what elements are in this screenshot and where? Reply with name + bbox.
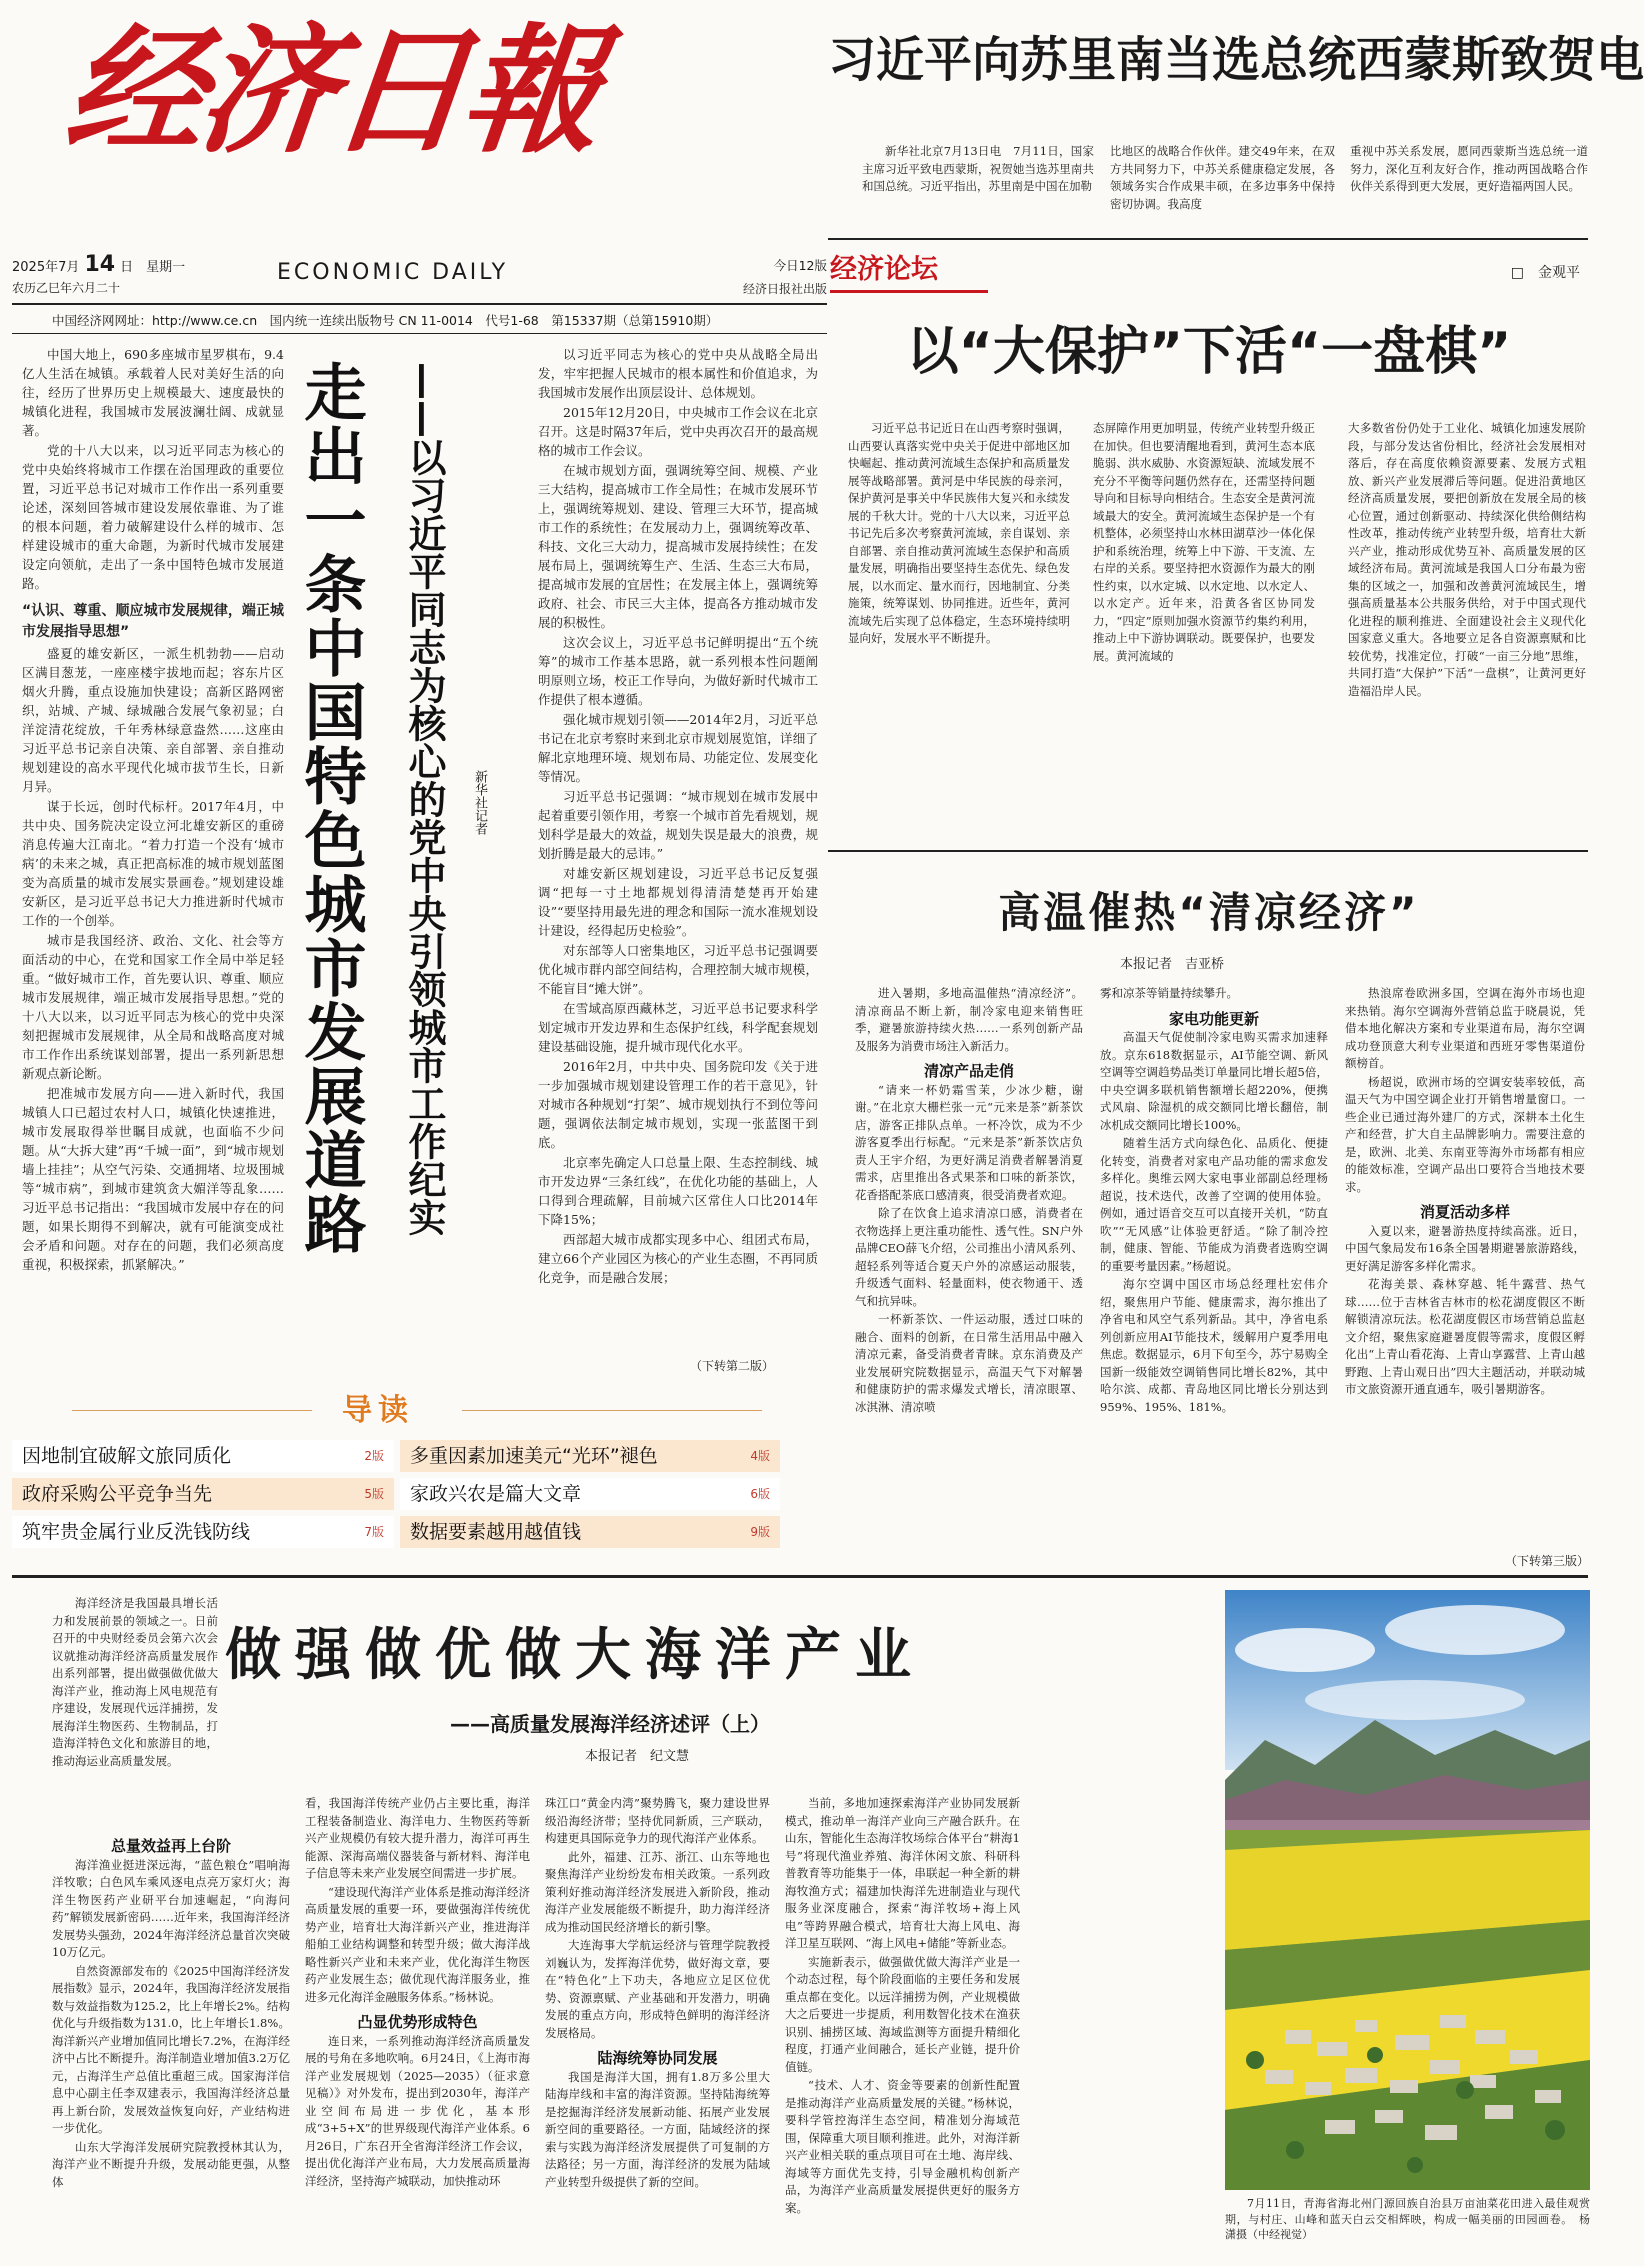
guide-box (12, 1390, 827, 1560)
masthead-rule (12, 303, 827, 305)
guide-item[interactable]: 筑牢贵金属行业反洗钱防线 7版 (12, 1516, 394, 1548)
ocean-lead-col: 海洋经济是我国最具增长活力和发展前景的领域之一。日前召开的中央财经委员会第六次会议就推动海洋经济高质量发展作出系列部署，提出做强做优做大海洋产业，推动海上风电规范有序建设，发展现代远洋捕捞，发展海洋生物医药、生物制品，打造海洋特色文化和旅游目的地，推动海运业高质量发展。 (52, 1596, 218, 1768)
photo-rapeseed-field (1225, 1590, 1590, 2190)
cool-col-2: 雾和凉茶等销量持续攀升。 家电功能更新 高温天气促使制冷家电购买需求加速释放。京东618数据显示，AI节能空调、新风空调等空调趋势品类订单量同比增长超5倍，中央空调多联机销售额增长超220%，便携式风扇、除湿机的成交额同比增长翻倍，制冰机成交额同比增长100%。 随着生活方式向绿色化、品质化、便捷化转变，消费者对家电产品功能的需求愈发多样化。奥维云网大家电事业部副总经理杨超说，技术迭代，改善了空调的使用体验。例如，通过语音交互可以直接开关机，“防直吹”“无风感”让体验更舒适。“除了制冷控制，健康、智能、节能成为消费者选购空调的重要考量因素。”杨超说。 海尔空调中国区市场总经理杜宏伟介绍，聚焦用户节能、健康需求，海尔推出了净省电和风空气系列新品。其中，净省电系列创新应用AI节能技术，缓解用户夏季用电焦虑。数据显示，6月下旬至今，苏宁易购全国新一级能效空调销售同比增长82%，其中哈尔滨、成都、青岛地区同比增长分别达到959%、195%、181%。 (1100, 986, 1328, 1414)
forum-headline: 以“大保护”下活“一盘棋” (906, 322, 1512, 382)
lead-title: 走出一条中国特色城市发展道路 (294, 360, 367, 1256)
lead-byline: 新华社记者 (472, 770, 487, 835)
date-weekday: 日 星期一 (120, 260, 186, 275)
publisher: 经济日报社出版 (742, 282, 827, 296)
guide-item[interactable]: 多重因素加速美元“光环”褪色 4版 (400, 1440, 780, 1472)
info-line: 中国经济网网址：http://www.ce.cn 国内统一连续出版物号 CN 11-0014 代号1-68 第15337期（总第15910期） (52, 313, 719, 328)
lead-col-1: 中国大地上，690多座城市星罗棋布，9.4亿人生活在城镇。承载着人民对美好生活的向往，经历了世界历史上规模最大、速度最快的城镇化进程，我国城市发展波澜壮阔、成就显著。 党的十八大以来，以习近平同志为核心的党中央始终将城市工作摆在治国理政的重要位置，习近平总书记对城市工作作出一系列重要论述，深刻回答城市建设发展依靠谁、为了谁的根本问题，着力破解建设什么样的城市、怎样建设城市的重大命题，为新时代城市发展建设定向领航，走出了一条中国特色城市发展道路。 “认识、尊重、顺应城市发展规律，端正城市发展指导思想” 盛夏的雄安新区，一派生机勃勃——启动区满目葱茏，一座座楼宇拔地而起；容东片区烟火升腾，重点设施加快建设；高新区路网密织，站城、产城、绿城融合发展气象初显；白洋淀清花绽放，千年秀林绿意盎然……这座由习近平总书记亲自决策、亲自部署、亲自推动规划建设的高水平现代化城市拔节生长，日新月异。 谋于长远，创时代标杆。2017年4月，中共中央、国务院决定设立河北雄安新区的重磅消息传遍大江南北。“着力打造一个没有‘城市病’的未来之城，真正把高标准的城市规划蓝图变为高质量的城市发展实景画卷。”规划建设雄安新区，是习近平总书记大力推进新时代城市工作的一个创举。 城市是我国经济、政治、文化、社会等方面活动的中心，在党和国家工作全局中举足轻重。“做好城市工作，首先要认识、尊重、顺应城市发展规律，端正城市发展指导思想。”党的十八大以来，以习近平同志为核心的党中央深刻把握城市发展规律，从全局和战略高度对城市工作作出系统谋划部署，提出一系列新思想新观点新论断。 把准城市发展方向——进入新时代，我国城镇人口已超过农村人口，城镇化快速推进，城市发展取得举世瞩目成就，也面临不少问题。从“大拆大建”再“千城一面”，到“城市规划墙上挂挂”；从空气污染、交通拥堵、垃圾围城等“城市病”，到城市建筑贪大媚洋等乱象……习近平总书记指出：“我国城市发展中存在的问题，如果长期得不到解决，就有可能演变成社会矛盾和问题。对存在的问题，我们必须高度重视，积极探索，抓紧解决。” (22, 347, 284, 1272)
guide-title-line-right (462, 1410, 762, 1411)
cool-col-1: 进入暑期，多地高温催热“清凉经济”。清凉商品不断上新，制冷家电迎来销售旺季，避暑旅游持续火热……一系列创新产品及服务为消费市场注入新活力。 清凉产品走俏 “请来一杯奶霜雪茉，少冰少糖，谢谢。”在北京大栅栏张一元“元来是茶”新茶饮店，游客正排队点单。一杯冷饮，成为不少游客夏季出行标配。“元来是茶”新茶饮店负责人王宇介绍，为更好满足消费者解暑消夏需求，店里推出各式果茶和口味的新茶饮，花香搭配茶底口感清爽，很受消费者欢迎。 除了在饮食上追求清凉口感，消费者在衣物选择上更注重功能性、透气性。SN户外品牌CEO薛飞介绍，公司推出小清风系列、超轻系列等适合夏天户外的凉感运动服装，升级透气面料、轻量面料，使衣物通干、透气和抗异味。 一杯新茶饮、一件运动服，透过口味的融合、面料的创新，在日常生活用品中融入清凉元素，备受消费者青睐。京东消费及产业发展研究院数据显示，高温天气下对解暑和健康防护的需求爆发式增长，清凉眼罩、冰淇淋、清凉喷 (855, 986, 1083, 1414)
guide-item[interactable]: 数据要素越用越值钱 9版 (400, 1516, 780, 1548)
lead-col-2: 以习近平同志为核心的党中央从战略全局出发，牢牢把握人民城市的根本属性和价值追求，为我国城市发展作出顶层设计、总体规划。 2015年12月20日，中央城市工作会议在北京召开。这是时隔37年后，党中央再次召开的最高规格的城市工作会议。 在城市规划方面，强调统筹空间、规模、产业三大结构，提高城市工作全局性；在城市发展环节上，强调统筹规划、建设、管理三大环节，提高城市工作的系统性；在发展动力上，强调统筹改革、科技、文化三大动力，提高城市发展持续性；在发展布局上，强调统筹生产、生活、生态三大布局，提高城市发展的宜居性；在发展主体上，强调统筹政府、社会、市民三大主体，提高各方推动城市发展的积极性。 这次会议上，习近平总书记鲜明提出“五个统筹”的城市工作基本思路，就一系列根本性问题阐明原则立场，校正工作导向，为做好新时代城市工作提供了根本遵循。 强化城市规划引领——2014年2月，习近平总书记在北京考察时来到北京市规划展览馆，详细了解北京地理环境、规划布局、功能定位、发展变化等情况。 习近平总书记强调：“城市规划在城市发展中起着重要引领作用，考察一个城市首先看规划，规划科学是最大的效益，规划失误是最大的浪费，规划折腾是最大的忌讳。” 对雄安新区规划建设，习近平总书记反复强调“把每一寸土地都规划得清清楚楚再开始建设”“要坚持用最先进的理念和国际一流水准规划设计建设，经得起历史检验”。 对东部等人口密集地区，习近平总书记强调要优化城市群内部空间结构，合理控制大城市规模，不能盲目“摊大饼”。 在雪域高原西藏林芝，习近平总书记要求科学划定城市开发边界和生态保护红线，科学配套规划建设基础设施，提升城市现代化水平。 2016年2月，中共中央、国务院印发《关于进一步加强城市规划建设管理工作的若干意见》，针对城市各种规划“打架”、城市规划执行不到位等问题，强调依法制定城市规划，实现一张蓝图干到底。 北京率先确定人口总量上限、生态控制线、城市开发边界“三条红线”，在优化功能的基础上，人口得到合理疏解，目前城六区常住人口比2014年下降15%； 西部超大城市成都实现多中心、组团式布局，建立66个产业园区为核心的产业生态圈，不再同质化竞争，而是融合发展； (538, 347, 818, 1285)
date-block (12, 252, 242, 296)
forum-col-2: 态屏障作用更加明显，传统产业转型升级正在加快。但也要清醒地看到，黄河生态本底脆弱、洪水威胁、水资源短缺、流域发展不充分不平衡等问题仍然存在，还需坚持问题导向和目标导向相结合。生态安全是黄河流域最大的安全。黄河流域生态保护是一个有机整体，必须坚持山水林田湖草沙一体化保护和系统治理，统筹上中下游、干支流、左右岸的关系。要坚持把水资源作为最大的刚性约束，以水定城、以水定地、以水定人、以水定产。近年来，沿黄各省区协同发力，“四定”原则加强水资源节约集约利用，推动上中下游协调联动。既要保护，也要发展。黄河流域的 (1093, 421, 1315, 663)
lead-subhead: “认识、尊重、顺应城市发展规律，端正城市发展指导思想” (22, 603, 284, 640)
top-story-col-3: 重视中苏关系发展，愿同西蒙斯当选总统一道努力，深化互利友好合作，推动两国战略合作伙伴关系得到更大发展，更好造福两国人民。 (1350, 144, 1588, 193)
english-name: ECONOMIC DAILY (277, 260, 509, 285)
section-divider (12, 1575, 1588, 1578)
date-day: 14 (84, 252, 116, 277)
masthead (12, 8, 827, 303)
lead-continued: （下转第二版） (690, 1359, 775, 1373)
forum-label: 经济论坛 (830, 254, 938, 285)
forum-label-underline (830, 290, 988, 293)
ocean-subtitle: ——高质量发展海洋经济述评（上） (450, 1712, 770, 1736)
ocean-byline: 本报记者 纪文慧 (585, 1749, 690, 1764)
logo: 经济日報 (58, 9, 604, 172)
page-count: 今日12版 (773, 258, 827, 273)
guide-title-line-left (72, 1410, 312, 1411)
ocean-col-2: 看，我国海洋传统产业仍占主要比重，海洋工程装备制造业、海洋电力、生物医药等新兴产业规模仍有较大提升潜力，海洋可再生能源、深海高端仪器装备与新材料、海洋电子信息等未来产业发展空间需进一步扩展。 “建设现代海洋产业体系是推动海洋经济高质量发展的重要一环，要做强海洋传统优势产业，培育壮大海洋新兴产业，推进海洋船舶工业结构调整和转型升级；做大海洋战略性新兴产业和未来产业，优化海洋生物医药产业发展生态；做优现代海洋服务业，推进多元化海洋金融服务体系。”杨林说。 凸显优势形成特色 连日来，一系列推动海洋经济高质量发展的号角在多地吹响。6月24日，《上海市海洋产业发展规划（2025—2035）（征求意见稿）》对外发布，提出到2030年，海洋产业空间布局进一步优化，基本形成“3+5+X”的世界级现代海洋产业体系。6月26日，广东召开全省海洋经济工作会议，提出优化海洋产业布局，大力发展高质量海洋经济，坚持海产城联动，加快推动环 (305, 1796, 530, 2188)
guide-title: 导读 (342, 1393, 414, 1428)
ocean-col-3: 珠江口“黄金内湾”聚势腾飞，聚力建设世界级沿海经济带；坚持优同新质，三产联动，构建更具国际竞争力的现代海洋产业体系。 此外，福建、江苏、浙江、山东等地也聚焦海洋产业纷纷发布相关政策。一系列政策利好推动海洋经济发展进入新阶段，推动海洋产业发展能级不断提升，助力海洋经济成为推动国民经济增长的新引擎。 大连海事大学航运经济与管理学院教授刘巍认为，发挥海洋优势，做好海文章，要在“特色化”上下功夫，各地应立足区位优势、资源禀赋、产业基础和开发潜力，明确发展的重点方向，形成特色鲜明的海洋经济发展格局。 陆海统筹协同发展 我国是海洋大国，拥有1.8万多公里大陆海岸线和丰富的海洋资源。坚持陆海统筹是挖掘海洋经济发展新动能、拓展产业发展新空间的重要路径。一方面，陆域经济的探索与实践为海洋经济发展提供了可复制的方法路径；另一方面，海洋经济的发展为陆域产业转型升级提供了新的空间。 (545, 1796, 770, 2189)
guide-item[interactable]: 因地制宜破解文旅同质化 2版 (12, 1440, 394, 1472)
top-story-col-2: 比地区的战略合作伙伴。建交49年来，在双方共同努力下，中苏关系健康稳定发展，各领域务实合作成果丰硕，在多边事务中保持密切协调。我高度 (1110, 144, 1335, 211)
ocean-col-1: 总量效益再上台阶 海洋渔业挺进深远海，“蓝色粮仓”唱响海洋牧歌；白色风车乘风逐电点亮万家灯火；海洋生物医药产业研平台加速崛起，“向海问药”解锁发展新密码……近年来，我国海洋经济发展势头强劲，2024年海洋经济总量首次突破10万亿元。 自然资源部发布的《2025中国海洋经济发展指数》显示，2024年，我国海洋经济发展指数与效益指数为125.2，比上年增长2%。结构优化与升级指数为131.0，比上年增长1.8%。海洋新兴产业增加值同比增长7.2%，在海洋经济中占比不断提升。海洋制造业增加值3.2万亿元，占海洋生产总值比重超三成。国家海洋信息中心副主任李双建表示，我国海洋经济总量再上新台阶，发展效益恢复向好，产业结构进一步优化。 山东大学海洋发展研究院教授林其认为，海洋产业不断提升升级，发展动能更强，从整体 (52, 1837, 290, 2189)
lead-subtitle: ——以习近平同志为核心的党中央引领城市工作纪实 (402, 362, 446, 1236)
top-story-rule (828, 238, 1588, 240)
forum-col-3: 大多数省份仍处于工业化、城镇化加速发展阶段，与部分发达省份相比，经济社会发展相对落后，存在高度依赖资源要素、发展方式粗放、新兴产业发展滞后等问题。促进沿黄地区经济高质量发展，要把创新放在发展全局的核心位置，通过创新驱动、持续深化供给侧结构性改革，推动传统产业转型升级，培育壮大新兴产业，推动形成优势互补、高质量发展的区域经济布局。黄河流域是我国人口分布最为密集的区域之一，加强和改善黄河流域民生，增强高质量基本公共服务供给，对于中国式现代化进程的顺利推进、全面建设社会主义现代化国家意义重大。各地要立足各自资源禀赋和比较优势，找准定位，打破“一亩三分地”思维，共同打造“大保护”下活“一盘棋”，让黄河更好造福沿岸人民。 (1348, 421, 1586, 698)
top-story-col-1: 新华社北京7月13日电 7月11日，国家主席习近平致电西蒙斯，祝贺她当选苏里南共和国总统。习近平指出，苏里南是中国在加勒 (862, 144, 1094, 193)
forum-col-1: 习近平总书记近日在山西考察时强调，山西要认真落实党中央关于促进中部地区加快崛起、推动黄河流域生态保护和高质量发展等战略部署。黄河是中华民族的母亲河，保护黄河是事关中华民族伟大复兴和永续发展的千秋大计。党的十八大以来，习近平总书记先后多次考察黄河流域，亲自谋划、亲自部署、亲自推动黄河流域生态保护和高质量发展，明确指出要坚持生态优先、绿色发展，以水而定、量水而行，因地制宜、分类施策，统筹谋划、协同推进。近些年，黄河流域先后实现了总体稳定，生态环境持续明显向好，发展水平不断提升。 (848, 421, 1070, 645)
lunar-date: 农历乙巳年六月二十 (12, 281, 121, 295)
photo-caption: 7月11日，青海省海北州门源回族自治县万亩油菜花田进入最佳观赏期，与村庄、山峰和蓝天白云交相辉映，构成一幅美丽的田园画卷。 杨 潇摄（中经视觉） (1225, 2197, 1601, 2241)
edition-info (722, 256, 827, 297)
cool-byline: 本报记者 吉亚桥 (1120, 957, 1225, 972)
ocean-headline: 做强做优做大海洋产业 (225, 1623, 925, 1688)
ocean-col-4: 当前，多地加速探索海洋产业协同发展新模式，推动单一海洋产业向三产融合跃升。在山东，智能化生态海洋牧场综合体平台“耕海1号”将现代渔业养殖、海洋休闲文旅、科研科普教育等功能集于一体，串联起一种全新的耕海牧渔方式；福建加快海洋先进制造业与现代服务业深度融合，探索“海洋牧场+海上风电”等跨界融合模式，培育壮大海上风电、海洋卫星互联网、“海上风电+储能”等新业态。 实施新表示，做强做优做大海洋产业是一个动态过程，每个阶段面临的主要任务和发展重点都在变化。以远洋捕捞为例，产业规模做大之后要进一步提质，利用数智化技术在渔获识别、捕捞区域、海域监测等方面提升精细化程度，打通产业间融合，延长产业链，提升价值链。 “技术、人才、资金等要素的创新性配置是推动海洋产业高质量发展的关键。”杨林说，要科学管控海洋生态空间，精准划分海域范围，保障重大项目顺利推进。此外，对海洋新兴产业相关联的重点项目可在土地、海岸线、海域等方面优先支持，引导金融机构创新产品，为海洋产业高质量发展提供更好的服务方案。 (785, 1796, 1020, 2215)
cool-continued: （下转第三版） (1505, 1554, 1590, 1568)
date-line: 2025年7月 (12, 260, 80, 275)
top-story-headline: 习近平向苏里南当选总统西蒙斯致贺电 (828, 32, 1644, 88)
cool-headline: 高温催热“清凉经济” (998, 888, 1420, 937)
forum-author: □ 金观平 (1510, 265, 1580, 281)
guide-item[interactable]: 政府采购公平竞争当先 5版 (12, 1478, 394, 1510)
cool-col-3: 热浪席卷欧洲多国，空调在海外市场也迎来热销。海尔空调海外营销总监于晓晨说，凭借本地化解决方案和专业渠道布局，海尔空调成功登顶意大利专业渠道和西班牙零售渠道份额榜首。 杨超说，欧洲市场的空调安装率较低，高温天气为中国空调企业打开销售增量窗口。一些企业已通过海外建厂的方式，深耕本土化生产和经营，扩大自主品牌影响力。需要注意的是，欧洲、北美、东南亚等海外市场都有相应的能效标准，空调产品出口要符合当地技术要求。 消夏活动多样 入夏以来，避暑游热度持续高涨。近日，中国气象局发布16条全国暑期避暑旅游路线，更好满足游客多样化需求。 花海美景、森林穿越、牦牛露营、热气球……位于吉林省吉林市的松花湖度假区不断解锁清凉玩法。松花湖度假区市场营销总监赵文介绍，聚焦家庭避暑度假等需求，度假区孵化出“上青山看花海、上青山享露营、上青山越野跑、上青山观日出”四大主题活动，并联动城市文旅资源开通直通车，吸引暑期游客。 (1345, 986, 1585, 1396)
forum-rule (828, 850, 1588, 852)
info-rule (12, 333, 827, 334)
guide-item[interactable]: 家政兴农是篇大文章 6版 (400, 1478, 780, 1510)
